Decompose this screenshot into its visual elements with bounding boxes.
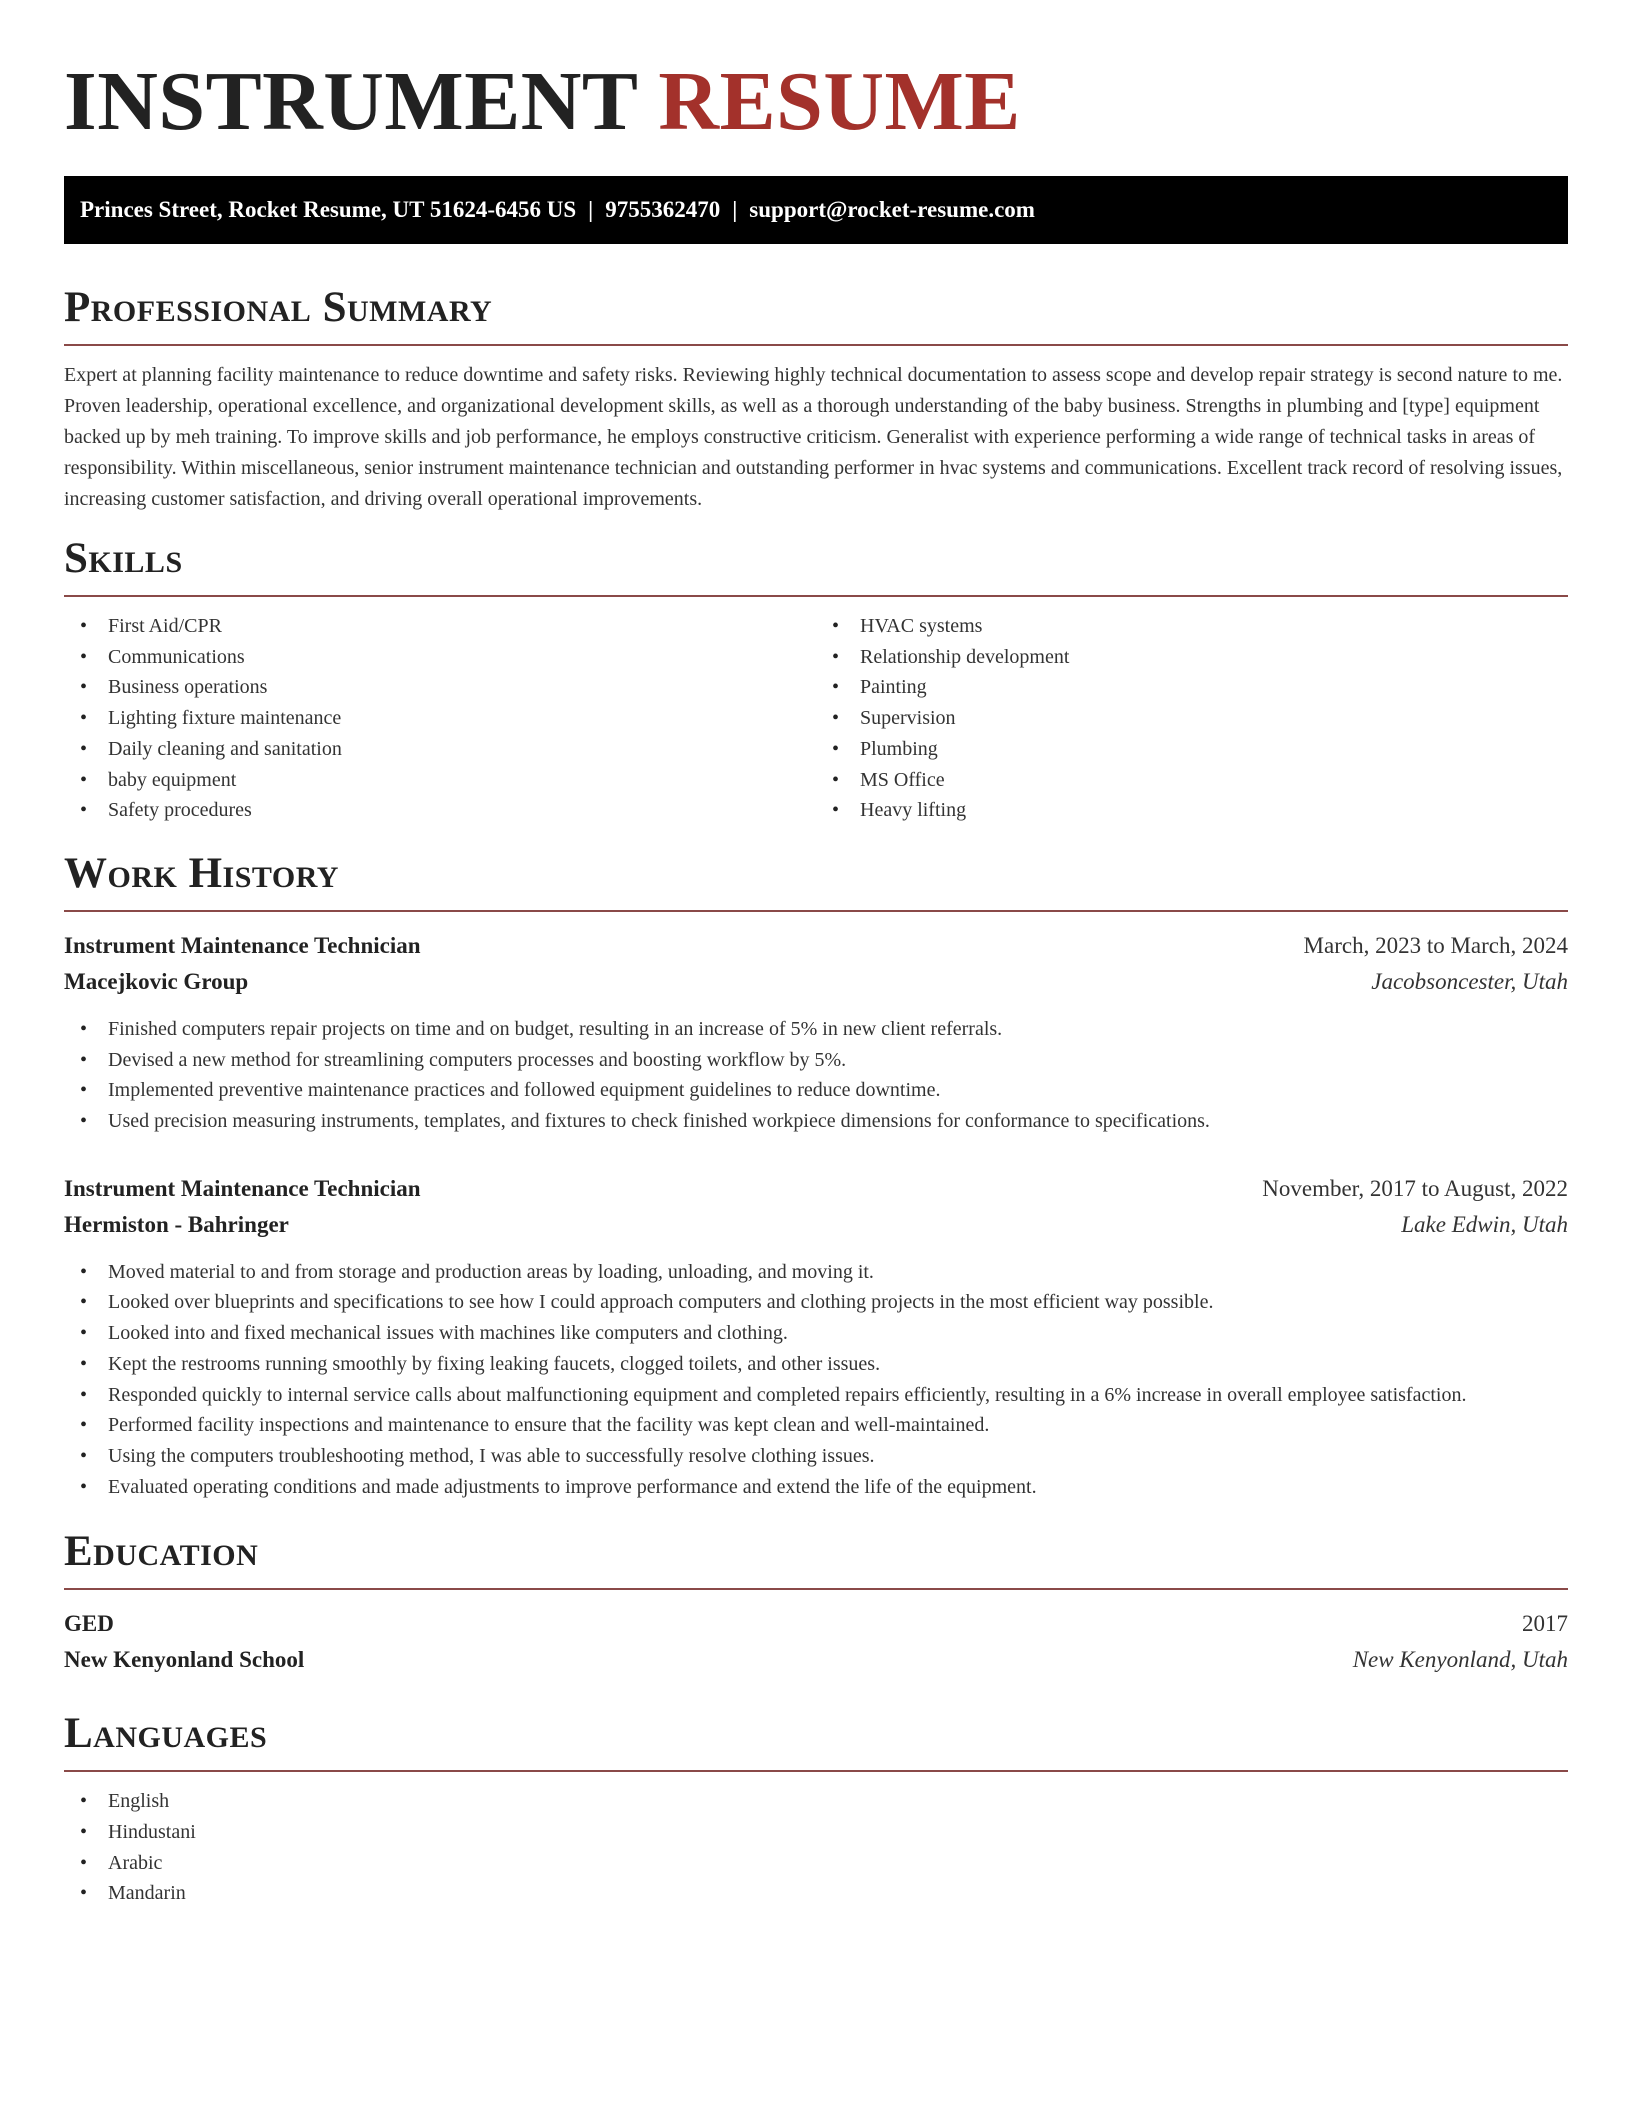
skill-item: • HVAC systems xyxy=(816,611,1568,642)
job-bullet: • Kept the restrooms running smoothly by fixing leaking faucets, clogged toilets, and other issues. xyxy=(64,1349,1568,1380)
education-school-row xyxy=(64,1642,1568,1678)
education-location: New Kenyonland, Utah xyxy=(1352,1647,1568,1673)
skill-item: • Supervision xyxy=(816,703,1568,734)
languages-section xyxy=(64,1708,1568,1909)
resume-name xyxy=(64,52,1568,152)
summary-text: Expert at planning facility maintenance to reduce downtime and safety risks. Reviewing highly technical documentation to assess scope and develop repair strategy is second nature to me. Proven leadership, operational excellence, and organizational development skills, as well as a thorough understanding of the baby business. Strengths in plumbing and [type] equipment backed up by meh training. To improve skills and job performance, he employs constructive criticism. Generalist with experience performing a wide range of technical tasks in areas of responsibility. Within miscellaneous, senior instrument maintenance technician and outstanding performer in hvac systems and communications. Excellent track record of resolving issues, increasing customer satisfaction, and driving overall operational improvements. xyxy=(64,364,1563,510)
education-section xyxy=(64,1526,1568,1678)
language-item: • English xyxy=(64,1786,1568,1817)
job-dates: March, 2023 to March, 2024 xyxy=(1303,932,1568,958)
contact-bar xyxy=(64,176,1568,244)
skill-item: • Communications xyxy=(64,642,816,673)
skill-item: • baby equipment xyxy=(64,765,816,796)
language-item: • Arabic xyxy=(64,1848,1568,1879)
work-section xyxy=(64,848,1568,1502)
education-entry xyxy=(64,1606,1568,1678)
skills-section xyxy=(64,533,1568,826)
skill-item: • Plumbing xyxy=(816,734,1568,765)
languages-heading: Languages xyxy=(64,1710,268,1758)
job-header-row xyxy=(64,1171,1568,1207)
contact-separator: | xyxy=(732,197,738,222)
job-company-row xyxy=(64,1207,1568,1243)
summary-section xyxy=(64,282,1568,515)
contact-separator: | xyxy=(588,197,594,222)
section-divider xyxy=(64,910,1568,912)
job-bullet: • Finished computers repair projects on time and on budget, resulting in an increase of 5% in new client referrals. xyxy=(64,1014,1568,1045)
last-name: RESUME xyxy=(658,55,1021,148)
work-heading: Work History xyxy=(64,849,339,897)
skill-item: • Daily cleaning and sanitation xyxy=(64,734,816,765)
job-bullet: • Responded quickly to internal service calls about malfunctioning equipment and completed repairs efficiently, resulting in a 6% increase in overall employee satisfaction. xyxy=(64,1380,1568,1411)
education-degree: GED xyxy=(64,1611,114,1637)
job-bullets xyxy=(64,1257,1568,1503)
skills-grid xyxy=(64,597,1568,826)
education-degree-row xyxy=(64,1606,1568,1642)
skill-item: • Business operations xyxy=(64,672,816,703)
skill-item: • Painting xyxy=(816,672,1568,703)
job-dates: November, 2017 to August, 2022 xyxy=(1262,1175,1568,1201)
job-bullet: • Implemented preventive maintenance practices and followed equipment guidelines to reduce downtime. xyxy=(64,1075,1568,1106)
job-company-row xyxy=(64,964,1568,1000)
job-bullet: • Looked over blueprints and specifications to see how I could approach computers and clothing projects in the most efficient way possible. xyxy=(64,1287,1568,1318)
job-header-row xyxy=(64,928,1568,964)
section-divider xyxy=(64,344,1568,346)
skills-list-right xyxy=(816,611,1568,826)
job-company: Macejkovic Group xyxy=(64,968,249,994)
languages-list xyxy=(64,1786,1568,1909)
job-bullet: • Moved material to and from storage and production areas by loading, unloading, and moving it. xyxy=(64,1257,1568,1288)
skill-item: • Relationship development xyxy=(816,642,1568,673)
job-title: Instrument Maintenance Technician xyxy=(64,1175,421,1201)
skill-item: • Safety procedures xyxy=(64,795,816,826)
job-bullets xyxy=(64,1014,1568,1137)
job-bullet: • Devised a new method for streamlining computers processes and boosting workflow by 5%. xyxy=(64,1045,1568,1076)
job-bullet: • Using the computers troubleshooting method, I was able to successfully resolve clothing issues. xyxy=(64,1441,1568,1472)
language-item: • Hindustani xyxy=(64,1817,1568,1848)
contact-email[interactable]: support@rocket-resume.com xyxy=(749,197,1035,222)
job-bullet: • Performed facility inspections and maintenance to ensure that the facility was kept clean and well-maintained. xyxy=(64,1410,1568,1441)
skill-item: • Lighting fixture maintenance xyxy=(64,703,816,734)
job-bullet: • Looked into and fixed mechanical issues with machines like computers and clothing. xyxy=(64,1318,1568,1349)
skill-item: • MS Office xyxy=(816,765,1568,796)
job-title: Instrument Maintenance Technician xyxy=(64,932,421,958)
job-entry xyxy=(64,1171,1568,1503)
job-bullet: • Used precision measuring instruments, templates, and fixtures to check finished workpiece dimensions for conformance to specifications. xyxy=(64,1106,1568,1137)
contact-phone: 9755362470 xyxy=(605,197,721,222)
job-company: Hermiston - Bahringer xyxy=(64,1211,289,1237)
first-name: INSTRUMENT xyxy=(64,55,637,148)
job-location: Jacobsoncester, Utah xyxy=(1371,968,1568,994)
job-entry xyxy=(64,928,1568,1137)
contact-address: Princes Street, Rocket Resume, UT 51624-6456 US xyxy=(80,197,577,222)
section-divider xyxy=(64,1588,1568,1590)
skills-heading: Skills xyxy=(64,535,183,582)
job-bullet: • Evaluated operating conditions and made adjustments to improve performance and extend the life of the equipment. xyxy=(64,1472,1568,1503)
education-year: 2017 xyxy=(1522,1611,1568,1637)
skills-list-left xyxy=(64,611,816,826)
job-location: Lake Edwin, Utah xyxy=(1401,1211,1568,1237)
summary-heading: Professional Summary xyxy=(64,284,493,331)
education-heading: Education xyxy=(64,1528,259,1576)
skill-item: • First Aid/CPR xyxy=(64,611,816,642)
skill-item: • Heavy lifting xyxy=(816,795,1568,826)
language-item: • Mandarin xyxy=(64,1878,1568,1909)
section-divider xyxy=(64,1770,1568,1772)
education-school: New Kenyonland School xyxy=(64,1647,305,1673)
